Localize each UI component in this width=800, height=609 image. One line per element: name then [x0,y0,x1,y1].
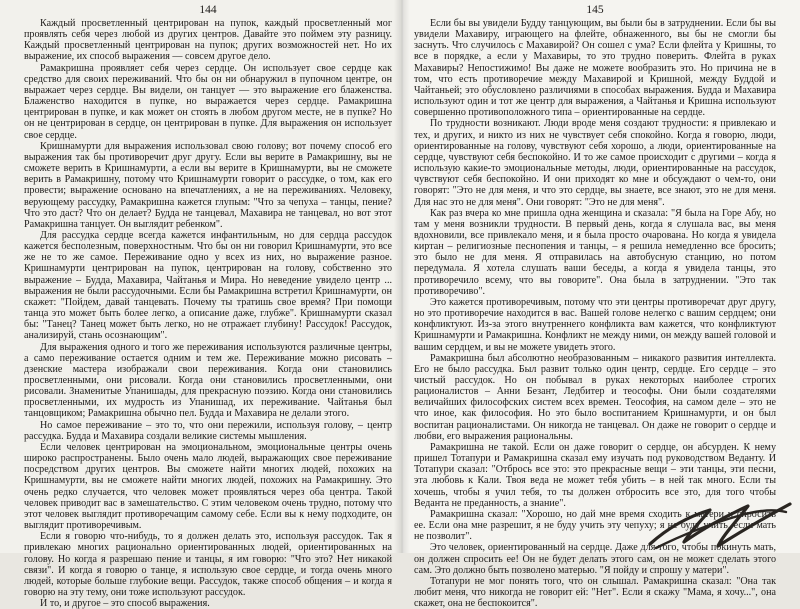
paragraph: И то, и другое – это способ выражения. [40,598,210,609]
paragraph: Тотапури не мог понять того, что он слышал. Рамакришна сказал: "Она так любит меня, что никогда не говорит ей: "Нет". Если я скажу "Мама, я хочу...", она скажет, она не беспокоится". [414,575,776,609]
paragraph: Если я говорю что-нибудь, то я должен делать это, используя рассудок. Так я привлекаю многих рационально ориентированных людей, ориентированных на голову. Но когда я разрешаю пение и танцы, я им говорю: "Что это? Нет никакой связи". И когда я говорю о танце, я использую свое сердце, и тогда очень много людей, которые больше глубокие вещи. Рассудок, также способ общения – и когда я говорю на эту тему, они тоже используют рассудок. [24,531,392,598]
paragraph: Каждый просветленный центрирован на пупок, каждый просветленный мог проявлять себя через любой из других центров. Давайте это поймем эту разницу. Каждый просветленный центрирован на пупок; других возможностей нет. Но их выражение, их способ выражения — совсем другое дело. [24,18,392,63]
right-page [402,0,800,609]
paragraph: Рамакришна был абсолютно необразованным – никакого развития интеллекта. Его не было рассудка. Был развит только один центр, сердце. Его сердце – это чистый рассудок. Но он побывал в руках некоторых наиболее строгих рационалистов – Анни Безант, Ледбитер и теософы. Они были создателями величайших философских систем всех времен. Теософия, на самом деле – это не что иное, как философия. Но это было воспитанием Кришнамурти, и он был воспитан рационалистами. Он никогда не танцевал. Он даже не говорит о сердце и любви, его выражения рациональны. [414,352,776,442]
page-number: 145 [586,4,604,16]
paragraph: Для рассудка сердце всегда кажется инфантильным, но для сердца рассудок кажется бесполезным, поверхностным. Что бы он ни говорил Кришнамурти, это все же не то же самое. Переживание одно у всех из них, но выражение разное. Кришнамурти центрирован на пупок, центрирован на голову, собственно это выражение – Будда, Махавира, Чайтанья и Мира. Но неведение увидело центр ... выражения не были рассудочными. Если бы Рамакришна встретил Кришнамурти, он скажет: "Пойдем, давай танцевать. Почему ты тратишь свое время? При помощи танца это может быть более легко, а описание даже, глубже". Кришнамурти сказал бы: "Танец? Танец может быть легко, но не отражает глубину! Рассудок! Рассудок, анализируй, стань осознающим". [24,229,392,342]
paragraph: Как раз вчера ко мне пришла одна женщина и сказала: "Я была на Горе Абу, но там у меня возникли трудности. В первый день, когда я слушала вас, вы меня вдохновили, все привлекало меня, и я была просто очарована. Но когда я увидела киртан – религиозные песнопения и танцы, – я решила немедленно все бросить; это было не для меня. Я отправилась на автобусную станцию, но потом передумала. Я хотела слушать ваши беседы, а когда я увидела танцы, это противоречило всему, что вы говорите". Она была в затруднении. "Это так противоречиво". [414,207,776,297]
book-gutter-shadow [394,0,410,553]
paragraph: Но самое переживание – это то, что они пережили, используя голову, – центр рассудка. Будда и Махавира создали великие системы мышления. [24,419,392,442]
paragraph: Рамакришна сказал: "Хорошо, но дай мне время сходить к матери и спросить ее. Если она мне разрешит, я не буду учить эту чепуху; я не буду учить, если мать не позволит". [414,508,776,543]
paragraph: Если бы вы увидели Будду танцующим, вы были бы в затруднении. Если бы вы увидели Махавиру, играющего на флейте, обнаженного, вы бы не смогли бы заснуть. Что случилось с Махавирой? Он сошел с ума? Если флейта у Кришны, то все в порядке, а если у Махавиры, то это трудно поверить. Флейта в руках Махавиры? Непостижимо! Вы даже не можете вообразить это. Но причина не в том, что есть противоречие между Махавирой и Кришной, между Буддой и Чайтаньей; это обусловлено различиями в способах выражения. Будда и Махавира используют один и тот же центр для выражения, а Чайтанья и Кришна используют совершенно противоположного типа – ориентированные на сердце. [414,18,776,119]
paragraph: Это кажется противоречивым, потому что эти центры противоречат друг другу, но это противоречие находится в вас. Вашей голове нелегко с вашим сердцем; они конфликтуют. Из-за этого внутреннего конфликта вам кажется, что конфликтуют Кришнамурти и Рамакришна. Конфликт не между ними, он между вашей головой и вашим сердцем, и вы не можете увидеть этого. [414,296,776,353]
paragraph: Это человек, ориентированный на сердце. Даже для того, чтобы покинуть мать, он должен спросить ее! Он не будет делать этого сам, он не может сделать этого сам. Это должно быть позволено матерью. "Я пойду и спрошу у матери". [414,542,776,576]
paragraph: Для выражения одного и того же переживания используются различные центры, а само переживание остается одним и тем же. Переживание можно рисовать – дзенские мастера изображали свои переживания. Когда они становились просветленными, они рисовали. Когда они становились просветленными, они рисовали. Знаменитые Упанишады, для прекрасную поэзию. Когда они становились просветленными, их мудрость из Упанишад, их переживание. Чайтанья был танцовщиком; Рамакришна обычно пел. Будда и Махавира не делали этого. [24,341,392,420]
paragraph: Если человек центрирован на эмоциональном, эмоциональные центры очень широко распространены. Было очень мало людей, выражающих свое переживание посредством других центров. Вы сможете найти многих людей, похожих на Кришнамурти, вы не сможете найти многих людей, похожих на Рамакришну. Это очень редко случается, что человек может проявляться через оба центра. Такой человек приводит вас в замешательство. С этим человеком очень трудно, потому что этот человек выглядит противоречащим самому себе. Если вы к нему подходите, он выглядит противоречивым. [24,441,392,532]
paragraph: Рамакришна не такой. Если он даже говорит о сердце, он абсурден. К нему пришел Тотапури и Рамакришна сказал ему изучать под руководством Веданту. И Тотапури сказал: "Отбрось все это: это прекрасные вещи – эти танцы, эти песни, эта любовь к Кали. Твоя веда не может тебя убить – в ней так много. Если ты хочешь, чтобы я учил тебя, то ты должен отбросить все это, для того чтобы Веданта не преданность, а знание". [414,441,776,509]
paragraph: Рамакришна проявляет себя через сердце. Он использует свое сердце как средство для своих переживаний. Что бы он ни обнаружил в пупочном центре, он выражает через сердце. Вы видели, он танцует — это выражение его блаженства. Блаженство находится в пупке, но выражается через сердце. Рамакришна центрирован в пупке, и как может он стоять в любом другом месте, не в пупке? Но он не центрирован в сердце, он центрирован в пупке. Для выражения он использует свое сердце. [24,62,392,141]
paragraph: Кришнамурти для выражения использовал свою голову; вот почему способ его выражения так бы противоречит друг другу. Если вы верите в Рамакришну, вы не сможете верить в Кришнамурти, а если вы верите в Кришнамурти, вы не сможете верить в Рамакришну, потому что Кришнамурти говорит о рассудке, о том, как его провести; выражение основано на впечатлениях, а не на переживаниях. Человеку, верующему рассудку, Рамакришна кажется глупым: "Что за чепуха – танцы, пение? Что это даст? Что он делает? Будда не танцевал, Махавира не танцевал, но вот этот Рамакришна танцует. Он выглядит ребенком". [24,140,392,230]
paragraph: По трудности возникают. Люди вроде меня создают трудности: я привлекаю и тех, и других, и никто из них не чувствует себя спокойно. Когда я говорю, люди, ориентированные на голову, чувствуют себя хорошо, а люди, ориентированные на сердце, чувствуют себя беспокойно. И то же самое происходит с другими – когда я использую какие-то эмоциональные методы, люди, ориентированные на рассудок, чувствуют себя беспокойно. И они приходят ко мне и обсуждают о чем-то, они говорят: "Это не для меня, и что это сердце, вы знаете, все знают, это не для меня. Для нас это не для меня". Они говорят: "Это не для меня". [414,118,776,208]
page-number: 144 [199,4,217,16]
